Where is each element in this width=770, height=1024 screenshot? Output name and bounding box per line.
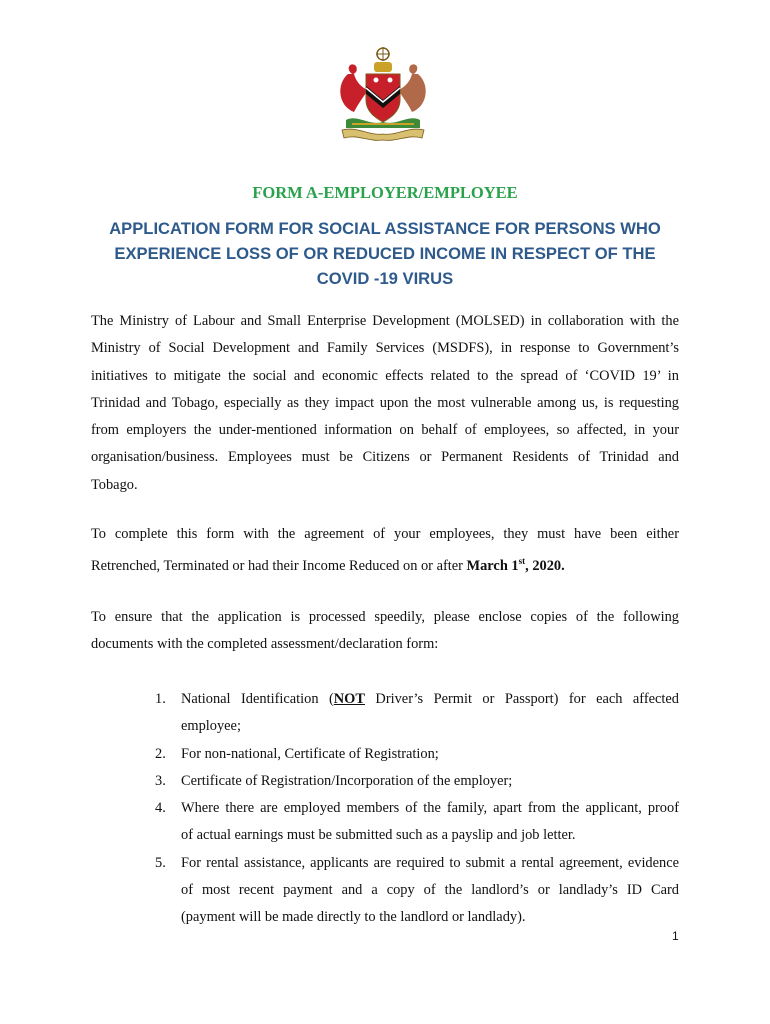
- list-item-line: National Identification (NOT Driver’s Permit or Passport) for each affected: [181, 691, 679, 707]
- documents-paragraph: [91, 604, 679, 659]
- documents-line: documents with the completed assessment/declaration form:: [91, 636, 439, 653]
- list-item: [155, 686, 679, 741]
- list-item-number: 5.: [155, 854, 166, 871]
- coat-of-arms-icon: [328, 44, 438, 144]
- list-item-number: 3.: [155, 772, 166, 789]
- eligibility-paragraph: [91, 521, 679, 580]
- list-item-line: employee;: [181, 718, 241, 735]
- list-item-number: 1.: [155, 691, 166, 707]
- list-item: [155, 768, 679, 795]
- list-item-line: (payment will be made directly to the landlord or landlady).: [181, 909, 526, 926]
- form-title-line: EXPERIENCE LOSS OF OR REDUCED INCOME IN RESPECT OF THE: [114, 244, 656, 263]
- form-title-line: APPLICATION FORM FOR SOCIAL ASSISTANCE FOR PERSONS WHO: [109, 219, 661, 238]
- documents-line: To ensure that the application is processed speedily, please enclose copies of the following: [91, 609, 679, 625]
- intro-line: organisation/business. Employees must be Citizens or Permanent Residents of Trinidad and: [91, 449, 679, 466]
- date-ordinal-suffix: st: [518, 556, 526, 567]
- intro-paragraph: [91, 308, 679, 499]
- eligibility-date: March 1st, 2020.: [466, 556, 565, 575]
- list-item-line: For non-national, Certificate of Registration;: [181, 745, 439, 762]
- form-code-heading: FORM A-EMPLOYER/EMPLOYEE: [252, 183, 518, 202]
- list-item-line: Where there are employed members of the family, apart from the applicant, proof: [181, 800, 679, 817]
- list-item-number: 2.: [155, 745, 166, 762]
- not-emphasis: NOT: [333, 691, 365, 707]
- eligibility-text: Retrenched, Terminated or had their Income Reduced on or after: [91, 558, 467, 575]
- list-item: [155, 741, 679, 768]
- list-item: [155, 795, 679, 850]
- list-item-line: of actual earnings must be submitted such as a payslip and job letter.: [181, 827, 576, 844]
- intro-line: Ministry of Social Development and Family Services (MSDFS), in response to Government’s: [91, 340, 679, 357]
- eligibility-line: [91, 548, 679, 580]
- eligibility-line: To complete this form with the agreement of your employees, they must have been either: [91, 526, 679, 542]
- intro-line: Tobago.: [91, 476, 138, 493]
- page-number: 1: [672, 929, 679, 943]
- form-title: [85, 216, 685, 291]
- list-item-line: of most recent payment and a copy of the landlord’s or landlady’s ID Card: [181, 882, 679, 899]
- form-title-line: COVID -19 VIRUS: [316, 269, 454, 288]
- intro-line: The Ministry of Labour and Small Enterprise Development (MOLSED) in collaboration with the: [91, 313, 679, 329]
- list-item-line: For rental assistance, applicants are required to submit a rental agreement, evidence: [181, 854, 679, 871]
- list-item-number: 4.: [155, 800, 166, 817]
- list-item-line: Certificate of Registration/Incorporation of the employer;: [181, 772, 513, 789]
- intro-line: Trinidad and Tobago, especially as they impact upon the most vulnerable among us, is requesting: [91, 394, 679, 411]
- intro-line: from employers the under-mentioned information on behalf of employees, so affected, in your: [91, 422, 679, 439]
- list-item: [155, 850, 679, 932]
- intro-line: initiatives to mitigate the social and economic effects related to the spread of ‘COVID 19’ in: [91, 367, 679, 384]
- required-documents-list: [155, 686, 679, 932]
